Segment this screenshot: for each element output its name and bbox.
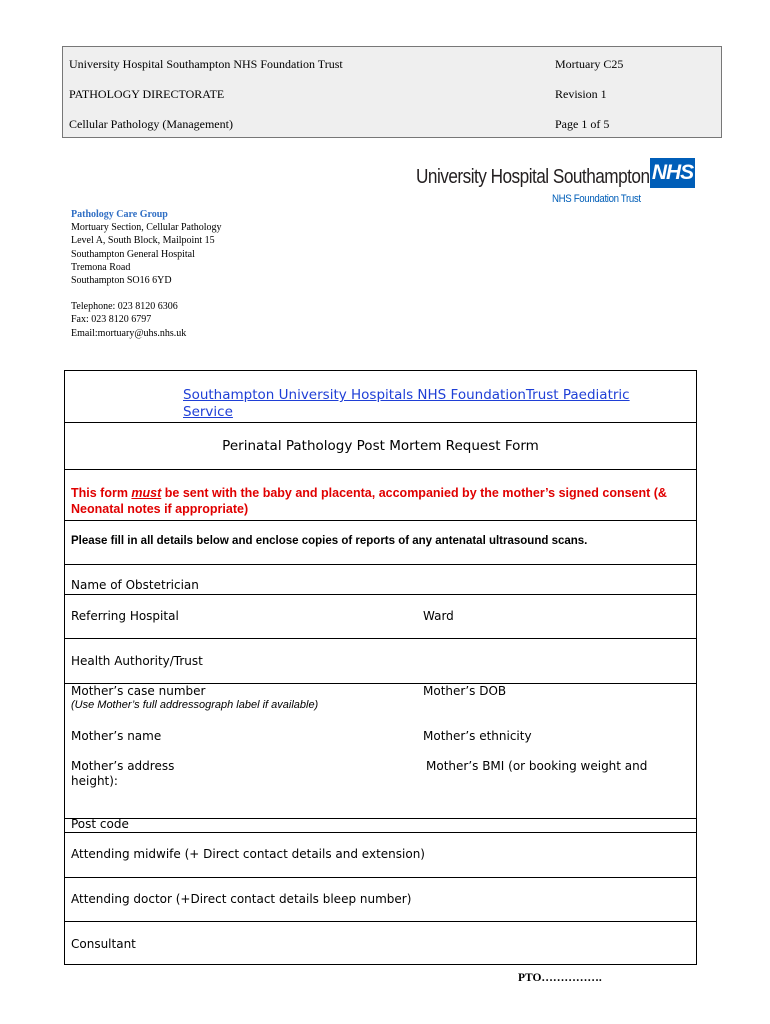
nhs-badge: NHS <box>650 158 695 188</box>
header-document-code: Mortuary C25 <box>555 57 624 71</box>
form-title: Perinatal Pathology Post Mortem Request Form <box>222 438 539 454</box>
address-line: Mortuary Section, Cellular Pathology <box>71 222 222 234</box>
address-line: Level A, South Block, Mailpoint 15 <box>71 235 215 247</box>
mother-details-section <box>65 684 696 966</box>
warning-section <box>65 470 696 521</box>
address-line: Southampton General Hospital <box>71 248 195 260</box>
header-trust-name: University Hospital Southampton NHS Foundation Trust <box>69 57 343 71</box>
address-spacer <box>71 287 222 300</box>
logo-subtitle: NHS Foundation Trust <box>552 193 641 205</box>
row-divider <box>65 921 696 922</box>
warning-emphasis: must <box>131 486 162 500</box>
post-code-field[interactable]: Post code <box>71 817 129 831</box>
obstetrician-field[interactable]: Name of Obstetrician <box>71 578 199 592</box>
email: Email:mortuary@uhs.nhs.uk <box>71 327 187 339</box>
header-row-department <box>69 117 715 137</box>
service-section <box>65 371 696 423</box>
mother-case-hint: (Use Mother’s full addressograph label if available) <box>71 699 319 711</box>
header-revision: Revision 1 <box>555 87 607 101</box>
header-page-number: Page 1 of 5 <box>555 117 610 131</box>
telephone: Telephone: 023 8120 6306 <box>71 301 178 313</box>
instruction-section <box>65 521 696 565</box>
address-line: Tremona Road <box>71 261 131 273</box>
pto-text: PTO……………. <box>518 972 602 984</box>
midwife-field[interactable]: Attending midwife (+ Direct contact details and extension) <box>71 847 425 861</box>
mother-bmi-field-cont: height): <box>71 774 118 788</box>
fax: Fax: 023 8120 6797 <box>71 314 152 326</box>
row-divider <box>65 832 696 833</box>
logo-hospital-name: University Hospital Southampton <box>416 166 650 188</box>
ward-field[interactable]: Ward <box>423 609 454 623</box>
consultant-field[interactable]: Consultant <box>71 937 136 951</box>
row-divider <box>65 877 696 878</box>
health-authority-field[interactable]: Health Authority/Trust <box>71 654 203 668</box>
header-row-trust <box>69 57 715 77</box>
header-row-directorate <box>69 87 715 107</box>
hospital-section <box>65 595 696 639</box>
document-header-table <box>62 46 722 138</box>
request-form <box>64 370 697 965</box>
mother-address-field[interactable]: Mother’s address <box>71 759 175 773</box>
title-section <box>65 423 696 470</box>
header-department: Cellular Pathology (Management) <box>69 117 233 131</box>
care-group-name: Pathology Care Group <box>71 209 168 220</box>
obstetrician-section <box>65 565 696 595</box>
address-line: Southampton SO16 6YD <box>71 275 172 287</box>
doctor-field[interactable]: Attending doctor (+Direct contact details bleep number) <box>71 892 412 906</box>
mother-name-field[interactable]: Mother’s name <box>71 729 162 743</box>
warning-text: This form must be sent with the baby and placenta, accompanied by the mother’s signed consent (& Neonatal notes if appropriate) <box>71 486 667 516</box>
mother-bmi-field[interactable]: Mother’s BMI (or booking weight and <box>426 759 648 773</box>
health-authority-section <box>65 639 696 684</box>
referring-hospital-field[interactable]: Referring Hospital <box>71 609 179 623</box>
service-link[interactable]: Southampton University Hospitals NHS FoundationTrust Paediatric Service <box>183 387 630 420</box>
mother-ethnicity-field[interactable]: Mother’s ethnicity <box>423 729 532 743</box>
mother-case-number-field[interactable]: Mother’s case number <box>71 684 206 698</box>
address-block <box>71 208 222 340</box>
trust-logo <box>416 158 698 210</box>
mother-dob-field[interactable]: Mother’s DOB <box>423 684 507 698</box>
row-divider <box>65 818 696 819</box>
instruction-text: Please fill in all details below and enclose copies of reports of any antenatal ultrasound scans. <box>71 535 588 547</box>
header-directorate: PATHOLOGY DIRECTORATE <box>69 87 225 101</box>
